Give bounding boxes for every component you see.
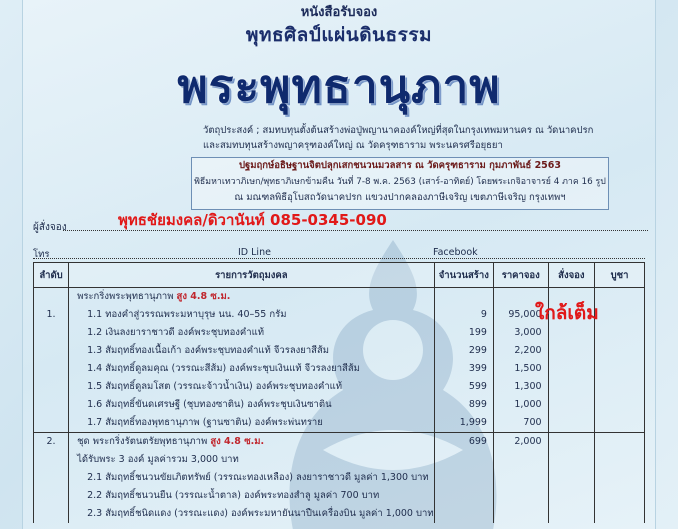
price-value: 95,000 bbox=[508, 309, 542, 320]
list-item: 2.2 สัมฤทธิ์ชนวนยืน (วรรณะน้ำตาล) องค์พระทองสำลู มูลค่า 700 บาท bbox=[87, 490, 380, 501]
worship-cell[interactable] bbox=[595, 433, 645, 524]
event-line-3: ณ มณฑลพิธีอุโบสถวัดนาคปรก แขวงปากคลองภาษีเจริญ เขตภาษีเจริญ กรุงเทพฯ bbox=[234, 192, 566, 203]
list-item: 1.6 สัมฤทธิ์ขันดเศรษฐี (ชุบทองซาติน) องค์พระชุบเงินซาติน bbox=[87, 399, 332, 410]
qty-value: 9 bbox=[480, 309, 487, 320]
line-id-label: ID Line bbox=[238, 247, 271, 258]
reservation-form bbox=[22, 0, 656, 529]
group-1-desc-cell bbox=[69, 288, 435, 433]
main-title: พระพุทธานุภาพ bbox=[177, 59, 501, 113]
header-items: รายการวัตถุมงคล bbox=[69, 263, 435, 288]
price-value: 1,500 bbox=[514, 363, 542, 374]
qty-value: 299 bbox=[468, 345, 487, 356]
qty-value: 399 bbox=[468, 363, 487, 374]
form-title: หนังสือรับจอง bbox=[300, 5, 378, 20]
event-line-2: พิธีมหาเทวาภิเษก/พุทธาภิเษกข้ามคืน วันที่ 7-8 พ.ค. 2563 (เสาร์-อาทิตย์) โดยพระเกจิอาจารย์ 4 ภาค 16 รูป bbox=[194, 177, 606, 187]
table-header-row bbox=[34, 263, 645, 288]
list-item: 1.2 เงินลงยาราชาวดี องค์พระชุบทองคำแท้ bbox=[87, 327, 264, 338]
price-value: 1,000 bbox=[514, 399, 542, 410]
list-item: 1.1 ทองคำสู่วรรณพระมหาบุรุษ นน. 40–55 กรัม bbox=[87, 309, 287, 320]
header-order: สั่งจอง bbox=[548, 263, 595, 288]
group-1-no-cell bbox=[34, 288, 69, 433]
group-2-subtitle: ได้รับพระ 3 องค์ มูลค่ารวม 3,000 บาท bbox=[77, 454, 239, 465]
qty-value: 1,999 bbox=[459, 417, 487, 428]
group-2-no-cell bbox=[34, 433, 69, 524]
group-2-title-text: ชุด พระกริ่งรัตนตรัยพุทธานุภาพ bbox=[77, 436, 208, 447]
qty-value: 199 bbox=[468, 327, 487, 338]
group-2-no: 2. bbox=[46, 436, 56, 447]
price-value: 2,200 bbox=[514, 345, 542, 356]
phone-label: โทร bbox=[33, 249, 50, 260]
list-item: 2.1 สัมฤทธิ์ชนวนขัยเภิตทรัพย์ (วรรณะทองเหลือง) ลงยาราชาวดี มูลค่า 1,300 บาท bbox=[87, 472, 429, 483]
group-1-title-text: พระกริ่งพระพุทธานุภาพ bbox=[77, 291, 174, 302]
price-value: 700 bbox=[523, 417, 542, 428]
group-2-desc-cell bbox=[69, 433, 435, 524]
list-item: 1.7 สัมฤทธิ์ทองพุทธานุภาพ (ฐานซาติน) องค์พระพ่นทราย bbox=[87, 417, 323, 428]
group-1-size: สูง 4.8 ซ.ม. bbox=[176, 291, 231, 302]
header-worship: บูชา bbox=[595, 263, 645, 288]
handwritten-note: ใกล้เต็ม bbox=[535, 302, 599, 324]
group-2-size: สูง 4.8 ซ.ม. bbox=[210, 436, 265, 447]
list-item: 1.3 สัมฤทธิ์ทองเนื้อเก้า องค์พระชุบทองคำแท้ จีวรลงยาสีส้ม bbox=[87, 345, 330, 356]
price-value: 3,000 bbox=[514, 327, 542, 338]
purpose-line-1: วัตถุประสงค์ ; สมทบทุนตั้งต้นสร้างพ่อปู่พญานาคองค์ใหญ่ที่สุดในกรุงเทพมหานคร ณ วัดนาคปรก bbox=[203, 125, 594, 136]
contact-field[interactable] bbox=[33, 258, 645, 259]
event-line-1: ปฐมฤกษ์อธิษฐานจิตปลุกเสกชนวนมวลสาร ณ วัดครุฑธาราม กุมภาพันธ์ 2563 bbox=[238, 160, 562, 171]
reserver-label: ผู้สั่งจอง bbox=[33, 222, 67, 233]
header-no: ลำดับ bbox=[34, 263, 69, 288]
collection-title: พุทธศิลป์แผ่นดินธรรม bbox=[245, 24, 433, 46]
qty-value: 599 bbox=[468, 381, 487, 392]
group-2-price-cell bbox=[493, 433, 548, 524]
header-price: ราคาจอง bbox=[493, 263, 548, 288]
list-item: 2.3 สัมฤทธิ์ชนิดแดง (วรรณะแดง) องค์พระมหายันนาปืนเครื่องบิน มูลค่า 1,000 บาท bbox=[87, 508, 434, 519]
table-row bbox=[34, 433, 645, 524]
group-1-title bbox=[69, 288, 434, 306]
qty-value: 899 bbox=[468, 399, 487, 410]
worship-cell[interactable] bbox=[595, 288, 645, 433]
purpose-line-2: และสมทบทุนสร้างพญาครุฑองค์ใหญ่ ณ วัดครุฑธาราม พระนครศรีอยุธยา bbox=[203, 140, 503, 151]
list-item: 1.5 สัมฤทธิ์ดูลมโสต (วรรณะจ้าวน้ำเงิน) องค์พระชุบทองคำแท้ bbox=[87, 381, 343, 392]
facebook-label: Facebook bbox=[433, 247, 478, 258]
reserver-handwritten-name: พุทธชัยมงคล/ดิวานันท์ 085-0345-090 bbox=[118, 211, 387, 229]
event-info-box bbox=[191, 157, 609, 210]
header-quantity: จำนวนสร้าง bbox=[434, 263, 493, 288]
group-2-title bbox=[69, 433, 434, 451]
group-1-no: 1. bbox=[46, 309, 56, 320]
group-2-qty-cell bbox=[434, 433, 493, 524]
qty-value: 699 bbox=[468, 436, 487, 447]
price-value: 1,300 bbox=[514, 381, 542, 392]
purpose-text bbox=[203, 123, 623, 153]
list-item: 1.4 สัมฤทธิ์ดูลมคุณ (วรรณะสีส้ม) องค์พระชุบเงินแท้ จีวรลงยาสีส้ม bbox=[87, 363, 360, 374]
price-value: 2,000 bbox=[514, 436, 542, 447]
order-cell[interactable] bbox=[548, 433, 595, 524]
group-1-qty-cell bbox=[434, 288, 493, 433]
